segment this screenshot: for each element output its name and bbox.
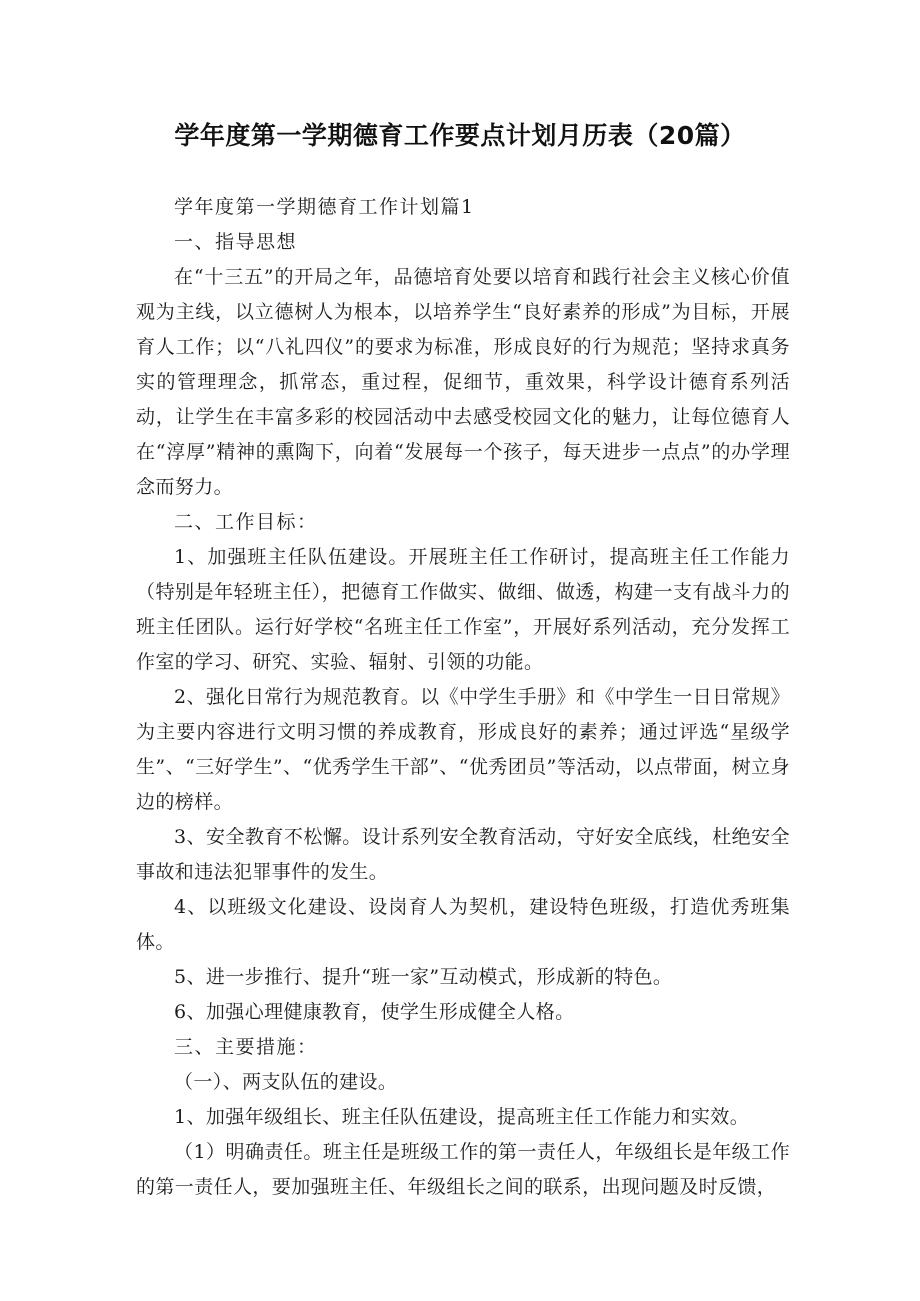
measure-section-1: （一）、两支队伍的建设。 bbox=[174, 1071, 398, 1093]
measure-item-1: 1、加强年级组长、班主任队伍建设，提高班主任工作能力和实效。 bbox=[174, 1106, 750, 1128]
document-body bbox=[136, 190, 790, 1205]
heading-main-measures: 三、主要措施： bbox=[174, 1036, 318, 1058]
goal-item-1: 1、加强班主任队伍建设。开展班主任工作研讨，提高班主任工作能力（特别是年轻班主任），把德育工作做实、做细、做透，构建一支有战斗力的班主任团队。运行好学校“名班主任工作室”，开展好系列活动，充分发挥工作室的学习、研究、实验、辐射、引领的功能。 bbox=[136, 546, 790, 673]
goal-item-6: 6、加强心理健康教育，使学生形成健全人格。 bbox=[174, 1001, 575, 1023]
paragraph-guiding-ideology: 在“十三五”的开局之年，品德培育处要以培育和践行社会主义核心价值观为主线，以立德树人为根本，以培养学生“良好素养的形成”为目标，开展育人工作；以“八礼四仪”的要求为标准，形成良好的行为规范；坚持求真务实的管理理念，抓常态，重过程，促细节，重效果，科学设计德育系列活动，让学生在丰富多彩的校园活动中去感受校园文化的魅力，让每位德育人在“淳厚”精神的熏陶下，向着“发展每一个孩子，每天进步一点点”的办学理念而努力。 bbox=[136, 266, 790, 498]
heading-work-goals: 二、工作目标： bbox=[174, 511, 318, 533]
document-title: 学年度第一学期德育工作要点计划月历表（20篇） bbox=[174, 121, 746, 150]
goal-item-2: 2、强化日常行为规范教育。以《中学生手册》和《中学生一日日常规》为主要内容进行文明习惯的养成教育，形成良好的素养；通过评选“星级学生”、“三好学生”、“优秀学生干部”、“优秀团员”等活动，以点带面，树立身边的榜样。 bbox=[136, 686, 790, 813]
goal-item-5: 5、进一步推行、提升“班一家”互动模式，形成新的特色。 bbox=[174, 966, 673, 988]
goal-item-4: 4、以班级文化建设、设岗育人为契机，建设特色班级，打造优秀班集体。 bbox=[136, 896, 790, 953]
measure-subitem-1: （1）明确责任。班主任是班级工作的第一责任人，年级组长是年级工作的第一责任人，要加强班主任、年级组长之间的联系，出现问题及时反馈， bbox=[136, 1141, 790, 1198]
heading-guiding-ideology: 一、指导思想 bbox=[174, 231, 298, 253]
section-subtitle: 学年度第一学期德育工作计划篇1 bbox=[174, 196, 475, 218]
goal-item-3: 3、安全教育不松懈。设计系列安全教育活动，守好安全底线，杜绝安全事故和违法犯罪事件的发生。 bbox=[136, 826, 790, 883]
